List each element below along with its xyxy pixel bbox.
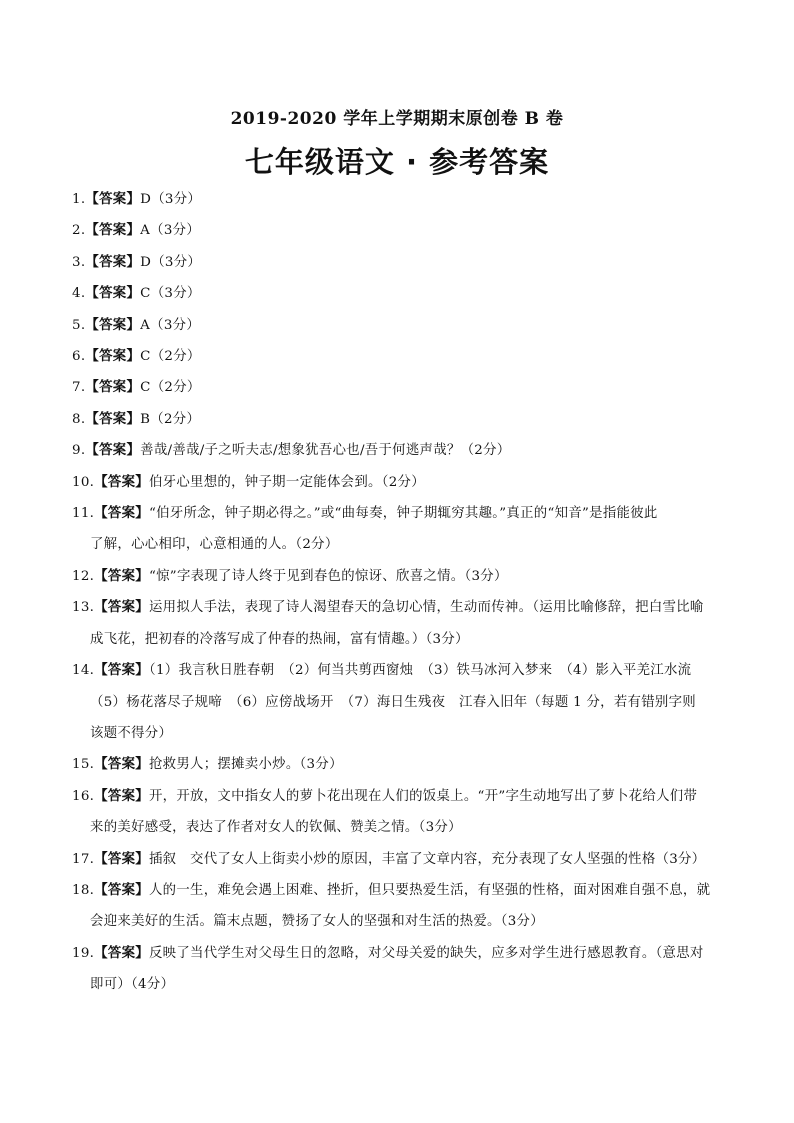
answer-text-continued: 该题不得分） bbox=[90, 725, 173, 741]
answer-text: 运用拟人手法，表现了诗人渴望春天的急切心情，生动而传神。（运用比喻修辞，把白雪比喻 bbox=[148, 600, 704, 616]
answer-text: 人的一生，难免会遇上困难、挫折，但只要热爱生活，有坚强的性格，面对困难自强不息，就 bbox=[148, 882, 711, 898]
answer-tag: 【答案】 bbox=[85, 442, 141, 459]
answer-item bbox=[72, 372, 728, 403]
answer-tag: 【答案】 bbox=[94, 505, 149, 522]
answer-number: 6. bbox=[72, 349, 86, 365]
answer-number: 17. bbox=[72, 851, 95, 867]
answer-number: 1. bbox=[72, 192, 86, 207]
answer-text: A（3分） bbox=[140, 223, 201, 239]
answer-item bbox=[72, 184, 728, 215]
answer-text: 抢救男人；摆摊卖小炒。（3分） bbox=[148, 757, 343, 773]
answer-text-continued: 即可）（4分） bbox=[90, 977, 175, 993]
answer-item bbox=[72, 749, 728, 780]
answer-number: 16. bbox=[72, 788, 95, 804]
answer-item bbox=[72, 404, 728, 435]
answer-number: 14. bbox=[72, 663, 95, 679]
answer-text: 善哉/善哉/子之听夫志/想象犹吾心也/吾于何逃声哉？（2分） bbox=[140, 443, 511, 459]
answer-item bbox=[72, 561, 728, 592]
answer-item bbox=[72, 655, 728, 749]
answer-tag: 【答案】 bbox=[94, 599, 149, 616]
answer-text-continued: 成飞花，把初春的冷落写成了仲春的热闹，富有情趣。）（3分） bbox=[90, 631, 469, 647]
answer-item bbox=[72, 278, 728, 309]
answer-item bbox=[72, 247, 728, 278]
answer-tag: 【答案】 bbox=[85, 253, 141, 270]
answer-item bbox=[72, 215, 728, 246]
answer-text: B（2分） bbox=[140, 411, 201, 427]
answer-text-continued: 会迎来美好的生活。篇末点题，赞扬了女人的坚强和对生活的热爱。（3分） bbox=[90, 914, 544, 930]
answer-text-continued: 来的美好感受，表达了作者对女人的钦佩、赞美之情。（3分） bbox=[90, 820, 462, 836]
page-title: 七年级语文 · 参考答案 bbox=[244, 145, 550, 179]
answer-number: 7. bbox=[72, 380, 86, 396]
answer-tag: 【答案】 bbox=[85, 348, 141, 365]
answer-tag: 【答案】 bbox=[85, 316, 141, 333]
answer-text: C（3分） bbox=[140, 286, 201, 302]
answer-number: 9. bbox=[72, 443, 86, 459]
answer-text: “伯牙所念，钟子期必得之。”或“曲每奏，钟子期辄穷其趣。”真正的“知音”是指能彼此 bbox=[148, 506, 658, 522]
answer-number: 15. bbox=[72, 757, 95, 773]
answer-tag: 【答案】 bbox=[94, 881, 149, 898]
answer-item bbox=[72, 498, 728, 561]
answer-number: 18. bbox=[72, 882, 95, 898]
answer-text: 反映了当代学生对父母生日的忽略，对父母关爱的缺失，应多对学生进行感恩教育。（意思对 bbox=[148, 945, 704, 961]
answer-number: 5. bbox=[72, 317, 86, 333]
answer-tag: 【答案】 bbox=[94, 944, 149, 961]
answer-item bbox=[72, 938, 728, 1001]
answer-number: 3. bbox=[72, 254, 86, 270]
answer-text: 插叙 交代了女人上街卖小炒的原因，丰富了文章内容，充分表现了女人坚强的性格（3分） bbox=[148, 851, 706, 867]
answer-list bbox=[72, 184, 728, 1001]
answer-text: D（3分） bbox=[140, 254, 202, 270]
answer-number: 8. bbox=[72, 411, 86, 427]
answer-text: C（2分） bbox=[140, 380, 201, 396]
answer-tag: 【答案】 bbox=[85, 410, 141, 427]
answer-tag: 【答案】 bbox=[94, 850, 149, 867]
answer-text: （1）我言秋日胜春朝 （2）何当共剪西窗烛 （3）铁马冰河入梦来 （4）影入平羌江水流 bbox=[148, 663, 692, 679]
answer-text: C（2分） bbox=[140, 349, 201, 365]
answer-item bbox=[72, 844, 728, 875]
answer-number: 11. bbox=[72, 506, 95, 522]
answer-number: 10. bbox=[72, 474, 95, 490]
answer-text: 开，开放，文中指女人的萝卜花出现在人们的饭桌上。“开”字生动地写出了萝卜花给人们带 bbox=[148, 788, 698, 804]
answer-tag: 【答案】 bbox=[85, 379, 141, 396]
answer-number: 2. bbox=[72, 223, 86, 239]
answer-item bbox=[72, 875, 728, 938]
answer-item bbox=[72, 435, 728, 466]
answer-number: 12. bbox=[72, 568, 95, 584]
answer-text: “惊”字表现了诗人终于见到春色的惊讶、欣喜之情。（3分） bbox=[148, 568, 508, 584]
answer-tag: 【答案】 bbox=[94, 787, 149, 804]
answer-item bbox=[72, 781, 728, 844]
answer-text: D（3分） bbox=[140, 192, 202, 207]
answer-item bbox=[72, 467, 728, 498]
answer-tag: 【答案】 bbox=[85, 285, 141, 302]
answer-tag: 【答案】 bbox=[85, 191, 141, 207]
answer-tag: 【答案】 bbox=[94, 662, 149, 679]
answer-item bbox=[72, 310, 728, 341]
exam-subtitle: 2019-2020 学年上学期期末原创卷 B 卷 bbox=[230, 109, 564, 129]
answer-text-continued: 了解，心心相印，心意相通的人。（2分） bbox=[90, 537, 339, 553]
answer-number: 19. bbox=[72, 945, 95, 961]
answer-text: A（3分） bbox=[140, 317, 201, 333]
answer-item bbox=[72, 341, 728, 372]
answer-text: 伯牙心里想的，钟子期一定能体会到。（2分） bbox=[148, 474, 425, 490]
answer-text-continued: （5）杨花落尽子规啼 （6）应傍战场开 （7）海日生残夜 江春入旧年（每题 1 分，若有错别字则 bbox=[90, 694, 696, 710]
answer-tag: 【答案】 bbox=[94, 473, 149, 490]
answer-tag: 【答案】 bbox=[94, 567, 149, 584]
answer-item bbox=[72, 592, 728, 655]
answer-tag: 【答案】 bbox=[94, 756, 149, 773]
answer-number: 4. bbox=[72, 286, 86, 302]
answer-tag: 【答案】 bbox=[85, 222, 141, 239]
answer-number: 13. bbox=[72, 600, 95, 616]
